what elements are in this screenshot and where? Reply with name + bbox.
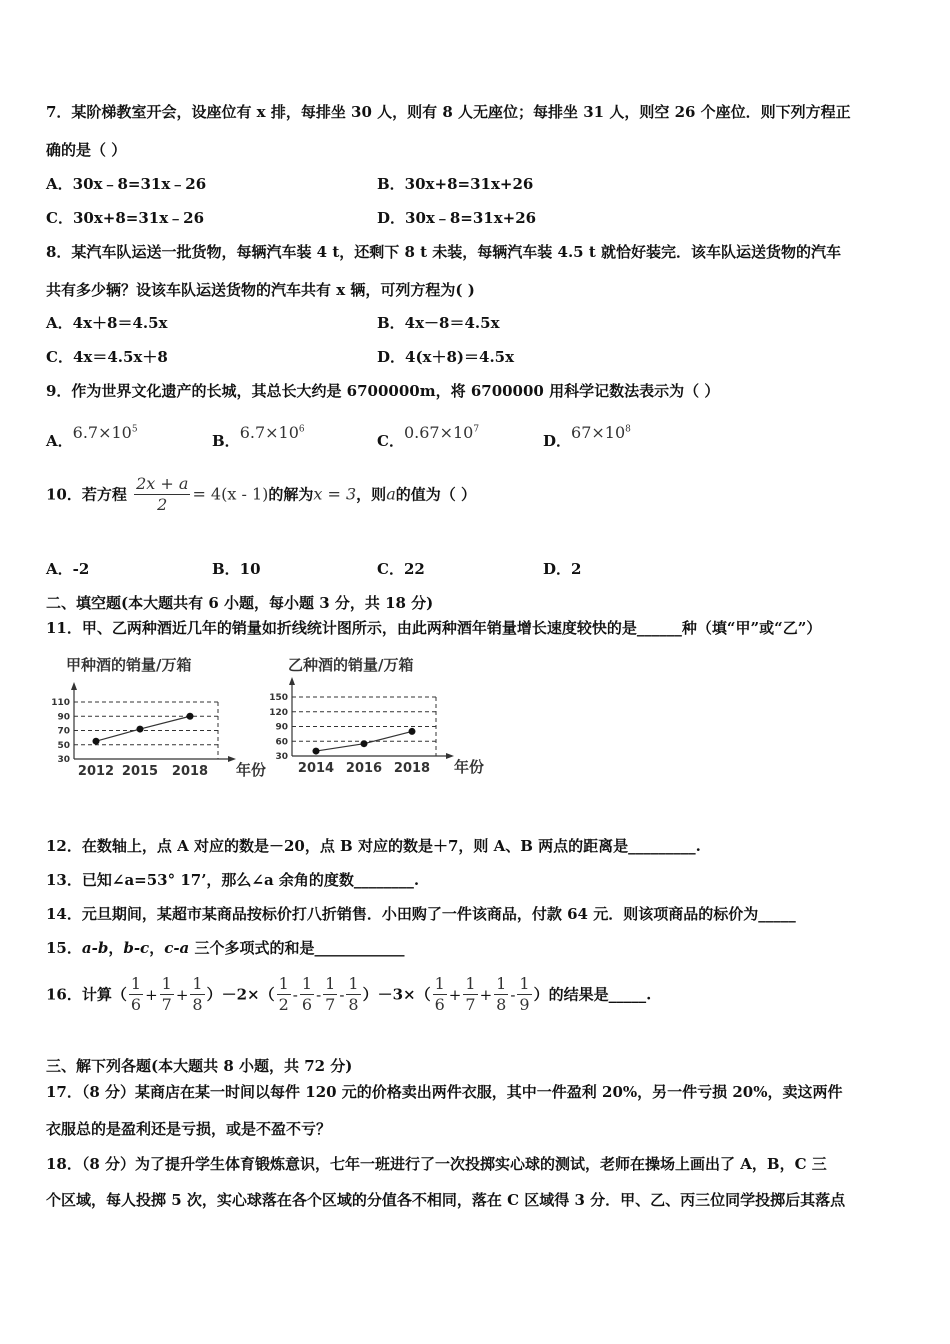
q15-sep1: ， — [108, 939, 124, 957]
q16-suffix: ）的结果是_____. — [533, 985, 652, 1004]
q9-d-exp: 8 — [625, 425, 631, 435]
q7-option-b: B．30x+8=31x+26 — [377, 175, 534, 193]
fraction-numerator: 1 — [301, 974, 313, 993]
fraction-operator: - — [510, 985, 516, 1004]
q9-stem: 9．作为世界文化遗产的长城，其总长大约是 6700000m，将 6700000 用科学记数法表示为（ ） — [46, 382, 720, 400]
fraction-operator: - — [316, 985, 322, 1004]
data-point — [137, 726, 144, 733]
q9-option-c-value — [404, 423, 479, 442]
q9-option-a — [46, 420, 138, 451]
chart-title: 甲种酒的销量/万箱 — [66, 656, 192, 674]
x-axis-label: 年份 — [454, 758, 485, 776]
q9-c-base: 0.67×10 — [403, 423, 474, 443]
q16-mid2: ）－3×（ — [362, 985, 431, 1004]
chart-jia-sales — [44, 652, 267, 784]
chart-title: 乙种酒的销量/万箱 — [288, 656, 414, 674]
x-tick-label: 2018 — [171, 764, 209, 779]
q10-rhs: = 4(x - 1) — [192, 484, 269, 504]
fraction-numerator: 1 — [465, 974, 476, 993]
q15-sep2: ， — [149, 939, 165, 957]
q14-stem: 14．元旦期间，某超市某商品按标价打八折销售．小田购了一件该商品，付款 64 元．则该项商品的标价为_____ — [46, 905, 796, 923]
q9-option-d-label: D． — [543, 432, 572, 451]
q10-numerator: 2x + a — [136, 474, 189, 493]
fraction-numerator: 1 — [130, 974, 142, 993]
q13-stem: 13．已知∠a=53° 17’，那么∠a 余角的度数________. — [46, 871, 420, 889]
q10-condition: x = 3 — [313, 484, 357, 504]
fraction-denominator: 8 — [348, 995, 359, 1014]
q7-option-a: A．30x﹣8=31x﹣26 — [46, 175, 207, 193]
q9-option-c — [377, 420, 480, 451]
q16-g2-fraction-0 — [277, 974, 291, 1015]
x-axis-arrow — [228, 756, 236, 762]
q10-suffix: 的值为（ ） — [395, 485, 476, 504]
fraction-denominator: 2 — [278, 995, 289, 1014]
fraction-denominator: 9 — [519, 995, 530, 1014]
fraction-denominator: 8 — [496, 995, 507, 1014]
fraction-denominator: 6 — [301, 995, 313, 1014]
fraction-operator: - — [292, 985, 298, 1004]
q16-group2 — [275, 974, 363, 1014]
fraction-denominator: 7 — [325, 995, 336, 1014]
fraction-numerator: 1 — [192, 974, 203, 993]
x-tick-label: 2016 — [345, 761, 383, 776]
q10-option-c: C．22 — [377, 560, 425, 578]
fraction-operator: + — [175, 985, 189, 1004]
q15-term1: a-b — [81, 939, 109, 957]
section3-heading: 三、解下列各题(本大题共 8 小题，共 72 分) — [46, 1057, 353, 1075]
q10-mid2: ，则 — [356, 485, 387, 504]
q17-stem-line1: 17．（8 分）某商店在某一时间以每件 120 元的价格卖出两件衣服，其中一件盈利 20%，另一件亏损 20%，卖这两件 — [46, 1083, 843, 1101]
fraction-numerator: 1 — [496, 974, 507, 993]
q16-g3-fraction-0 — [433, 974, 447, 1015]
fraction-operator: + — [145, 985, 158, 1004]
q8-option-c: C．4x＝4.5x＋8 — [46, 348, 168, 366]
fraction-numerator: 1 — [519, 974, 530, 993]
fraction-denominator: 6 — [130, 995, 142, 1014]
q8-option-b: B．4x－8＝4.5x — [377, 314, 500, 332]
q10-mid: 的解为 — [268, 485, 314, 504]
q16-prefix: 16．计算（ — [46, 985, 127, 1004]
q9-option-b-value — [240, 423, 305, 442]
q16-g3-fraction-3 — [517, 974, 531, 1015]
y-tick-label: 30 — [275, 752, 288, 762]
q9-a-base: 6.7×10 — [72, 423, 132, 443]
section2-heading: 二、填空题(本大题共有 6 小题，每小题 3 分，共 18 分) — [46, 594, 434, 612]
q15-prefix: 15． — [46, 939, 82, 957]
q9-option-b — [212, 420, 305, 451]
data-point — [187, 713, 194, 720]
q11-stem: 11．甲、乙两种酒近几年的销量如折线统计图所示，由此两种酒年销量增长速度较快的是______种（填“甲”或“乙”） — [46, 619, 822, 637]
q9-option-c-label: C． — [377, 432, 404, 451]
q16-g3-fraction-1 — [463, 974, 477, 1015]
y-tick-label: 30 — [57, 755, 70, 765]
q15-suffix: 三个多项式的和是____________ — [189, 939, 405, 957]
x-axis-arrow — [446, 753, 454, 759]
fraction-denominator: 6 — [434, 995, 445, 1014]
y-tick-label: 90 — [57, 712, 70, 723]
q9-option-d — [543, 420, 631, 451]
y-tick-label: 90 — [275, 722, 288, 733]
q8-stem-line2: 共有多少辆？设该车队运送货物的汽车共有 x 辆，可列方程为( ) — [46, 281, 475, 299]
fraction-operator: + — [479, 985, 493, 1004]
y-tick-label: 50 — [57, 740, 70, 751]
q16-g2-fraction-3 — [346, 974, 360, 1015]
q15-stem — [46, 938, 405, 958]
q15-term3: c-a — [164, 939, 190, 957]
q16-g3-fraction-2 — [494, 974, 508, 1015]
q16-g1-fraction-2 — [190, 974, 204, 1015]
fraction-numerator: 1 — [434, 974, 445, 993]
q16-g1-fraction-1 — [160, 974, 174, 1015]
chart-yi-sales — [266, 652, 486, 784]
q7-option-c: C．30x+8=31x﹣26 — [46, 209, 205, 227]
q9-option-d-value — [571, 423, 631, 442]
q7-option-d: D．30x﹣8=31x+26 — [377, 209, 537, 227]
fraction-denominator: 8 — [192, 995, 203, 1014]
q9-option-a-value — [73, 423, 138, 442]
data-point — [93, 738, 100, 745]
y-tick-label: 110 — [51, 698, 70, 708]
q10-prefix: 10．若方程 — [46, 485, 127, 504]
data-point — [409, 728, 416, 735]
q16-group1 — [127, 974, 207, 1014]
q10-option-a: A．-2 — [46, 560, 90, 578]
x-tick-label: 2018 — [393, 761, 431, 776]
q7-stem-line1: 7．某阶梯教室开会，设座位有 x 排，每排坐 30 人，则有 8 人无座位；每排坐 31 人，则空 26 个座位．则下列方程正 — [46, 103, 851, 121]
q9-c-exp: 7 — [473, 425, 480, 435]
q9-b-base: 6.7×10 — [239, 423, 299, 443]
q9-d-base: 67×10 — [571, 423, 626, 443]
fraction-numerator: 1 — [325, 974, 336, 993]
q16-g2-fraction-2 — [323, 974, 337, 1015]
q18-stem-line1: 18．（8 分）为了提升学生体育锻炼意识，七年一班进行了一次投掷实心球的测试，老师在操场上画出了 A，B，C 三 — [46, 1155, 827, 1173]
q17-stem-line2: 衣服总的是盈利还是亏损，或是不盈不亏？ — [46, 1120, 332, 1138]
q10-denominator: 2 — [157, 495, 168, 514]
x-tick-label: 2015 — [121, 764, 159, 779]
fraction-numerator: 1 — [348, 974, 359, 993]
fraction-operator: + — [448, 985, 462, 1004]
q15-term2: b-c — [123, 939, 150, 957]
x-tick-label: 2012 — [77, 764, 115, 779]
q16-mid1: ）－2×（ — [206, 985, 275, 1004]
q10-option-b: B．10 — [212, 560, 261, 578]
q8-option-a: A．4x＋8＝4.5x — [46, 314, 168, 332]
fraction-denominator: 7 — [465, 995, 476, 1014]
y-tick-label: 60 — [275, 737, 288, 748]
data-point — [361, 740, 368, 747]
fraction-operator: - — [339, 985, 345, 1004]
q16-group3 — [431, 974, 534, 1014]
y-tick-label: 70 — [57, 726, 70, 737]
q7-stem-line2: 确的是（ ） — [46, 141, 127, 159]
fraction-denominator: 7 — [161, 995, 172, 1014]
q16-g2-fraction-1 — [300, 974, 314, 1015]
x-tick-label: 2014 — [297, 761, 335, 776]
y-tick-label: 150 — [269, 693, 288, 703]
fraction-numerator: 1 — [278, 974, 289, 993]
q18-stem-line2: 个区域，每人投掷 5 次，实心球落在各个区域的分值各不相同，落在 C 区域得 3 分．甲、乙、丙三位同学投掷后其落点 — [46, 1191, 846, 1209]
q9-b-exp: 6 — [298, 425, 305, 435]
x-axis-label: 年份 — [236, 761, 267, 779]
data-point — [313, 748, 320, 755]
q9-a-exp: 5 — [131, 425, 138, 435]
q10-stem — [46, 474, 476, 515]
q9-option-b-label: B． — [212, 432, 240, 451]
q10-fraction — [134, 474, 190, 515]
q12-stem: 12．在数轴上，点 A 对应的数是－20，点 B 对应的数是＋7，则 A、B 两点的距离是_________. — [46, 837, 701, 855]
q8-option-d: D．4(x＋8)＝4.5x — [377, 348, 515, 366]
q8-stem-line1: 8．某汽车队运送一批货物，每辆汽车装 4 t，还剩下 8 t 未装，每辆汽车装 4.5 t 就恰好装完．该车队运送货物的汽车 — [46, 243, 841, 261]
q9-option-a-label: A． — [46, 432, 73, 451]
q10-option-d: D．2 — [543, 560, 582, 578]
y-axis-arrow — [71, 682, 77, 690]
q16-g1-fraction-0 — [129, 974, 143, 1015]
q10-variable: a — [386, 484, 396, 504]
y-axis-arrow — [289, 677, 295, 685]
fraction-numerator: 1 — [161, 974, 172, 993]
q16-stem — [46, 974, 651, 1015]
y-tick-label: 120 — [269, 707, 288, 718]
